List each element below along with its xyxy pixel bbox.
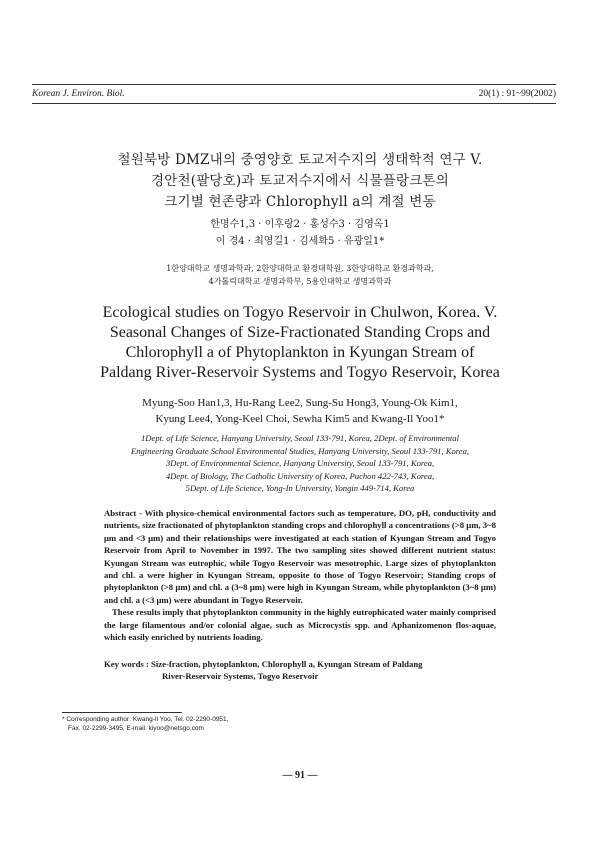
keywords-line: Key words : Size-fraction, phytoplankton, Chlorophyll a, Kyungan Stream of Paldang <box>104 659 423 669</box>
english-title <box>40 303 560 383</box>
english-title-line: Paldang River-Reservoir Systems and Togyo Reservoir, Korea <box>100 364 500 381</box>
korean-title <box>60 150 540 213</box>
korean-authors-line: 한명수1,3 · 이후랑2 · 홍성수3 · 김영옥1 <box>210 219 390 230</box>
english-authors <box>50 395 550 427</box>
abstract <box>104 507 496 643</box>
footnote-line: Fax. 02-2299-3495, E-mail. kiyoo@netsgo.com <box>68 725 204 732</box>
english-affil-line: 5Dept. of Life Science, Yong-In University, Yongin 449-714, Korea <box>185 483 415 493</box>
citation: 20(1) : 91~99(2002) <box>478 89 556 99</box>
english-authors-line: Kyung Lee4, Yong-Keel Choi, Sewha Kim5 and Kwang-Il Yoo1* <box>155 413 445 425</box>
english-affil-line: 1Dept. of Life Science, Hanyang University, Seoul 133-791, Korea, 2Dept. of Environmental <box>141 433 459 443</box>
footnote-divider <box>62 712 182 713</box>
english-authors-line: Myung-Soo Han1,3, Hu-Rang Lee2, Sung-Su Hong3, Young-Ok Kim1, <box>142 397 458 409</box>
korean-affil-line: 4가톨릭대학교 생명과학부, 5용인대학교 생명과학과 <box>208 277 392 286</box>
keywords <box>104 658 496 683</box>
english-affil-line: 3Dept. of Environmental Science, Hanyang University, Seoul 133-791, Korea, <box>165 458 435 468</box>
journal-name: Korean J. Environ. Biol. <box>32 89 125 99</box>
korean-authors <box>60 216 540 250</box>
abstract-paragraph: These results imply that phytoplankton community in the highly eutrophicated water mainly comprised the large filamentous and/or colonial algae, such as Microcystis spp. and Aphanizomenon flos-aquae, which easily enriched by nutrients loading. <box>104 607 496 643</box>
english-affil-line: Engineering Graduate School Environmental Studies, Hanyang University, Seoul 133-791, Korea, <box>130 445 470 456</box>
running-header <box>32 84 556 104</box>
abstract-paragraph: Abstract - With physico-chemical environmental factors such as temperature, DO, pH, conductivity and nutrients, size fractionated of phytoplankton standing crops and chlorophyll a concentrations (>8 μm, 3~8 μm and <3 μm) and their relationships were investigated at each station of Kyungan Stream and Togyo Reservoir from April to November in 1997. The two sampling sites showed different nutrient status: Kyungan Stream was eutrophic, while Togyo Reservoir was mesotrophic. Large sizes of phytoplankton and chl. a were higher in Kyungan Stream, opposite to those of Togyo Reservoir; Standing crops of phytoplankton (>8 μm) and chl. a (3~8 μm) were high in Kyungan Stream, while phytoplankton (3~8 μm) and chl. a (<3 μm) were abundant in Togyo Reservoir. <box>104 508 496 605</box>
korean-affiliations <box>40 262 560 288</box>
english-title-line: Seasonal Changes of Size-Fractionated Standing Crops and <box>109 324 491 341</box>
english-title-line: Ecological studies on Togyo Reservoir in Chulwon, Korea. V. <box>102 304 498 321</box>
english-affil-line: 4Dept. of Biology, The Catholic University of Korea, Puchon 422-743, Korea, <box>165 470 435 481</box>
korean-title-line: 경안천(팔당호)과 토교저수지에서 식물플랑크톤의 <box>151 173 449 189</box>
english-title-line: Chlorophyll a of Phytoplankton in Kyungan Stream of <box>125 344 475 361</box>
korean-affil-line: 1한양대학교 생명과학과, 2한양대학교 환경대학원, 3한양대학교 환경과학과, <box>166 264 434 273</box>
korean-title-line: 크기별 현존량과 Chlorophyll a의 계절 변동 <box>164 194 436 210</box>
footnote <box>62 715 560 733</box>
korean-authors-line: 이 경4 · 최영길1 · 김세화5 · 유광일1* <box>215 236 385 247</box>
page-number: — 91 — <box>282 770 318 781</box>
korean-title-line: 철원북방 DMZ내의 중영양호 토교저수지의 생태학적 연구 V. <box>117 152 483 168</box>
footnote-line: * Corresponding author: Kwang-Il Yoo, Tel. 02-2290-0951, <box>62 716 229 723</box>
english-affiliations <box>40 432 560 495</box>
keywords-line: River-Reservoir Systems, Togyo Reservoir <box>162 671 319 682</box>
